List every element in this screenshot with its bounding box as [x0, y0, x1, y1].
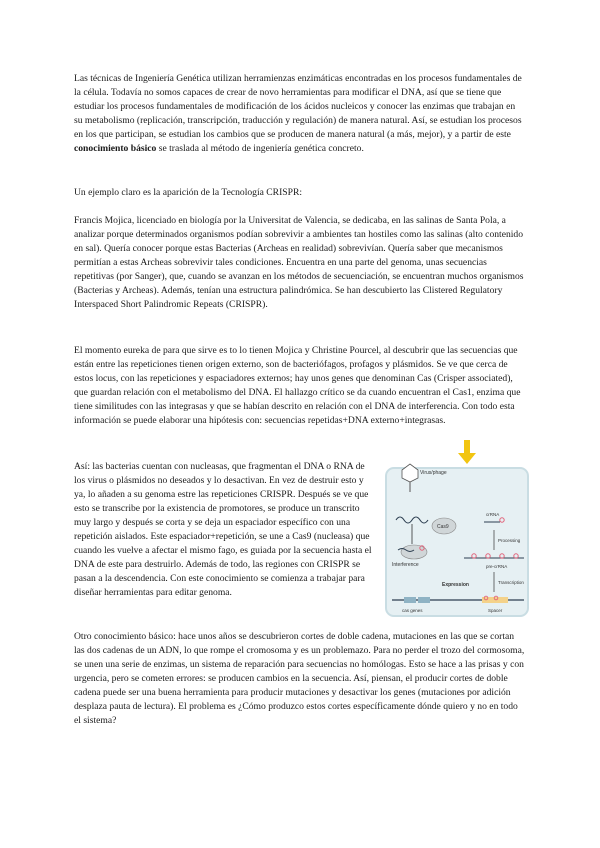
label-interference: Interference: [392, 562, 419, 568]
paragraph-mojica: Francis Mojica, licenciado en biología por la Universitat de Valencia, se dedicaba, en las salinas de Santa Pola, a analizar porque determinados organismos podían sobrevivir a ambientes tan hostiles como las salinas (alto contenido en sal). Quería conocer porque estas Bacterias (Archeas en realidad) sobrevivían. Quería saber que mecanismos permitían a estas Archeas sobrevivir tales condiciones. Encuentra en una parte del genoma, unas secuencias repetitivas (por Sanger), que, cuando se avanzan en los métodos de secuenciación, se encuentran muchos organismos (Bacterias y Archeas). Además, tenían una estructura palindrómica. Se han descubierto las Clistered Regulatory Interspaced Short Palindromic Repeats (CRISPR).: [74, 215, 524, 310]
paragraph-eureka: El momento eureka de para que sirve es to lo tienen Mojica y Christine Pourcel, al descubrir que las secuencias que están entre las repeticiones tienen origen externo, son de bacteriófagos, profagos y plásmidos. Se ve que cerca de estos locus, con las repeticiones y espaciadores externos; hay unos genes que denominan Cas (Crisper associated), que guardan relación con el metabolismo del DNA. El hallazgo crítico se da cuando encuentran el Cas1, enzima que tiene similitudes con las integrasas y que se habían descrito en relación con el DNA de interferencia. Con todo esta información se puede elaborar una hipótesis con: secuencias repetidas+DNA externo+integrasas.: [74, 345, 521, 426]
paragraph-intro: [74, 72, 526, 156]
label-cas9: Cas9: [437, 524, 449, 530]
label-crrna: crRNA: [486, 512, 500, 517]
paragraph-nucleases: Así: las bacterias cuentan con nucleasas, que fragmentan el DNA o RNA de los virus o plásmidos no deseados y lo desactivan. En vez de destruir esto y ya, lo añaden a su genoma estre las repeticiones CRISPR. Después se ve que esto se transcribe por la existencia de promotores, se produce un transcrito muy largo y después se corta y se deja un espaciador específico con una repetición aislados. Este espaciador+repetición, se une a Cas9 (nucleasa) que cuando les vuelve a afectar el mismo fago, es guiada por la secuencia hasta el DNA de este para destruirlo. Además de todo, las regiones con CRISPR se pasan a la descendencia. Con este conocimiento se comienza a trabajar para diseñar herramientas para editar genoma.: [74, 461, 372, 598]
label-precrrna: pre-crRNA: [486, 564, 508, 569]
label-spacer: Spacer: [488, 608, 503, 613]
phage-arrow-icon: [458, 440, 476, 464]
intro-text-b: se traslada al método de ingeniería genética concreto.: [156, 143, 364, 154]
paragraph-example: Un ejemplo claro es la aparición de la Tecnología CRISPR:: [74, 187, 303, 198]
label-phage: Virus/phage: [420, 470, 447, 476]
interference-complex: [401, 545, 427, 559]
label-transcription: Transcription: [498, 580, 524, 585]
intro-text-a: Las técnicas de Ingeniería Genética utilizan herramienzas enzimáticas encontradas en los procesos fundamentales de la célula. Todavía no somos capaces de crear de novo herramientas para modificar el DNA, así que se tiene que estudiar los procesos fundamentales de modificación de los ácidos nucleicos y conocer las enzimas que trabajan en su metabolismo (replicación, transcripción, traducción y regulación) de manera natural. Así, se estudian los procesos en los que participan, se estudian los cambios que se producen de manera natural (a más, mejor), y a partir de este: [74, 73, 522, 140]
bold-term: conocimiento básico: [74, 143, 157, 154]
crispr-diagram: [382, 440, 530, 618]
paragraph-double-strand: Otro conocimiento básico: hace unos años se descubrieron cortes de doble cadena, mutaciones en las que se cortan las dos cadenas de un ADN, lo que rompe el cromosoma y es un problemazo. Para no perder el trozo del cormosoma, se unen una serie de enzimas, un sistema de reparación para secuencias no homólogas. Esto se hace a las prisas y con urgencia, pero se cometen errores: se producen cambios en la secuencia. Así, piensan, el producir cortes de doble cadena puede ser una buena herramienta para producir mutaciones y desactivar los genes (mutaciones por adición desplaza pauta de lectura). El problema es ¿Cómo produzco estos cortes específicamente dónde quiero y no en todo el sistema?: [74, 631, 525, 726]
label-cas-genes: cas genes: [402, 608, 423, 613]
label-expression: Expression: [442, 582, 469, 588]
cas-gene-block-1: [404, 597, 416, 603]
cas-gene-block-2: [418, 597, 430, 603]
label-processing: Processing: [498, 538, 521, 543]
